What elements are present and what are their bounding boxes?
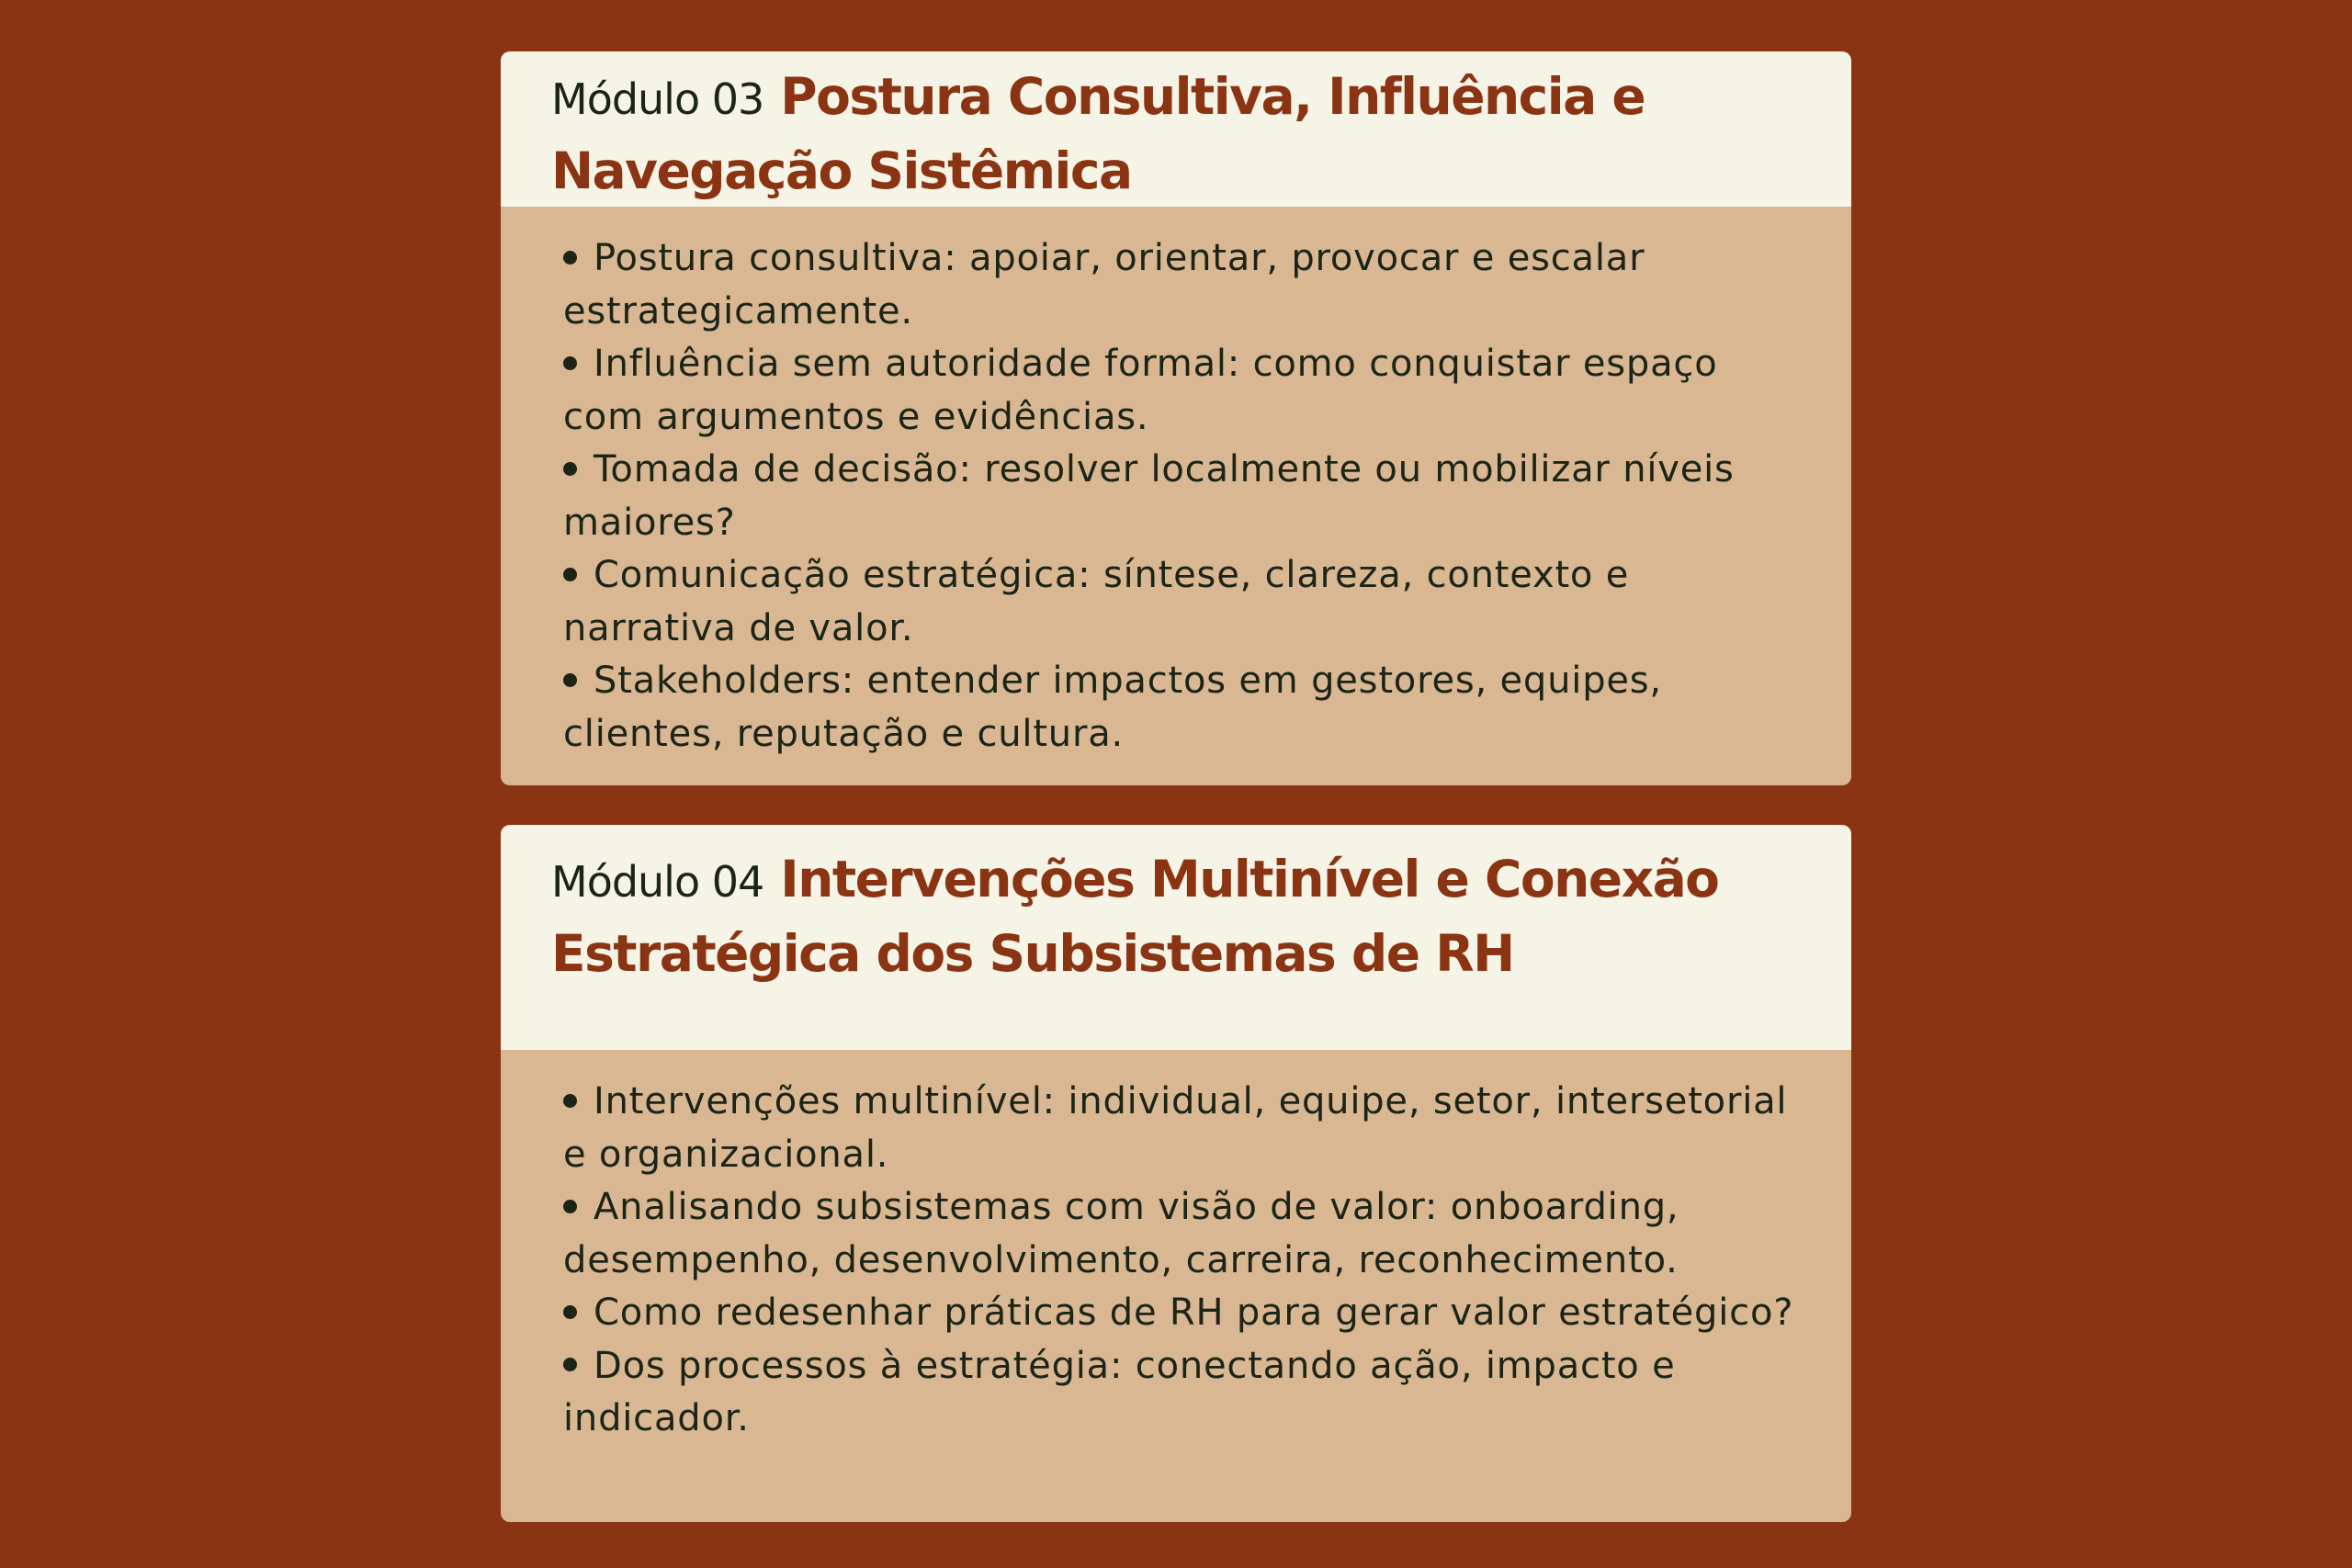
- topic-text: Comunicação estratégica: síntese, clareza, contexto e narrativa de valor.: [563, 554, 1630, 649]
- bullet-icon: [563, 251, 577, 265]
- bullet-icon: [563, 1358, 577, 1371]
- bullet-icon: [563, 1200, 577, 1213]
- topic-text: Como redesenhar práticas de RH para gerar valor estratégico?: [594, 1292, 1794, 1334]
- topic-text: Influência sem autoridade formal: como conquistar espaço com argumentos e evidências.: [563, 343, 1718, 438]
- module-04-number: Módulo 04: [551, 857, 764, 907]
- topic-item: [563, 1287, 1805, 1340]
- module-03-title: Postura Consultiva, Influência e Navegação Sistêmica: [551, 67, 1645, 200]
- module-03-number: Módulo 03: [551, 74, 764, 124]
- topic-item: [563, 1076, 1805, 1181]
- topic-item: [563, 549, 1805, 655]
- module-04-card: [501, 825, 1851, 1522]
- topic-item: [563, 338, 1805, 444]
- module-03-header: [501, 51, 1851, 207]
- bullet-icon: [563, 568, 577, 581]
- module-03-topic-list: [563, 232, 1805, 761]
- module-03-body: [501, 207, 1851, 785]
- topic-text: Tomada de decisão: resolver localmente ou mobilizar níveis maiores?: [563, 448, 1735, 544]
- topic-item: [563, 232, 1805, 338]
- module-04-heading: [551, 847, 1815, 996]
- bullet-icon: [563, 1305, 577, 1319]
- topic-item: [563, 1181, 1805, 1287]
- topic-text: Postura consultiva: apoiar, orientar, provocar e escalar estrategicamente.: [563, 237, 1645, 333]
- bullet-icon: [563, 673, 577, 687]
- bullet-icon: [563, 1094, 577, 1108]
- topic-text: Stakeholders: entender impactos em gestores, equipes, clientes, reputação e cultura.: [563, 660, 1662, 755]
- topic-item: [563, 1340, 1805, 1446]
- topic-text: Intervenções multinível: individual, equipe, setor, intersetorial e organizacional.: [563, 1080, 1788, 1176]
- topic-text: Dos processos à estratégia: conectando ação, impacto e indicador.: [563, 1344, 1676, 1439]
- bullet-icon: [563, 462, 577, 476]
- module-04-header: [501, 825, 1851, 1050]
- bullet-icon: [563, 356, 577, 370]
- module-03-card: [501, 51, 1851, 785]
- module-04-topic-list: [563, 1076, 1805, 1446]
- module-04-body: [501, 1050, 1851, 1522]
- module-04-title: Intervenções Multinível e Conexão Estratégica dos Subsistemas de RH: [551, 850, 1719, 983]
- module-03-heading: [551, 64, 1815, 213]
- topic-text: Analisando subsistemas com visão de valor: onboarding, desempenho, desenvolvimento, carreira, reconhecimento.: [563, 1186, 1679, 1281]
- topic-item: [563, 655, 1805, 761]
- topic-item: [563, 444, 1805, 549]
